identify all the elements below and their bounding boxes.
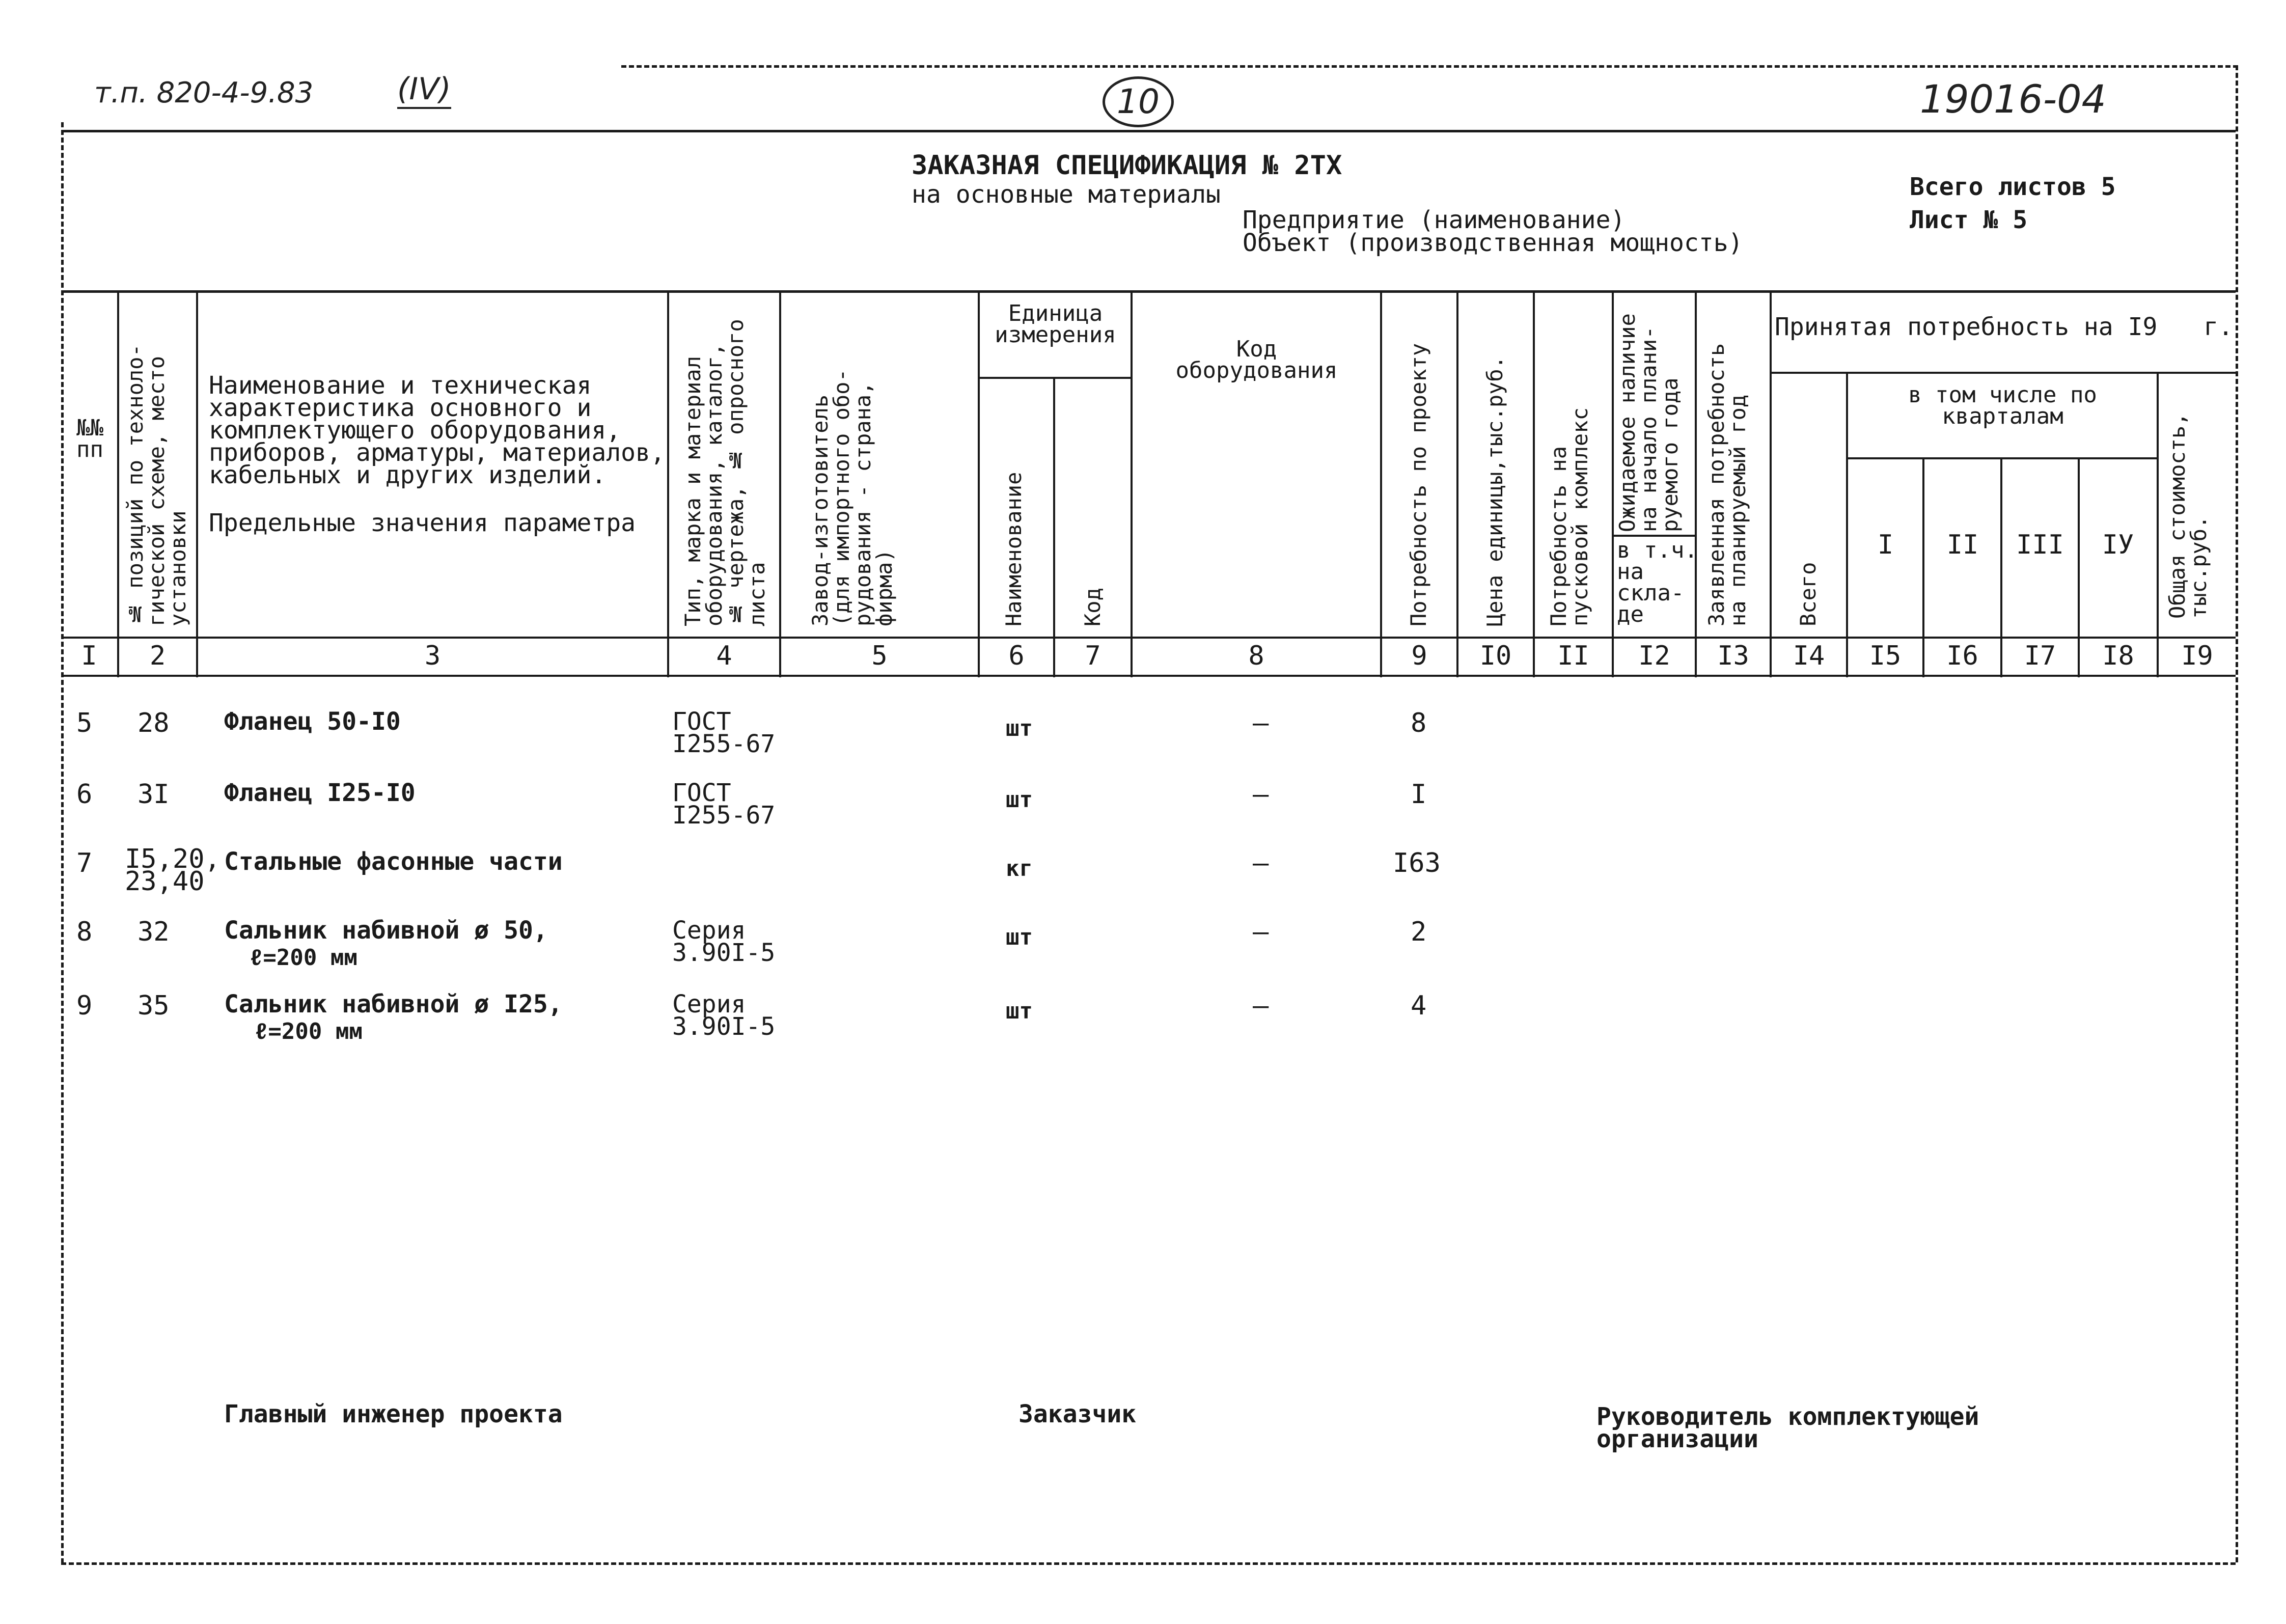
row-unit: шт (1006, 998, 1033, 1024)
header-startup: Потребность на пусковой комплекс (1546, 407, 1592, 626)
header-name: Наименование и техническая характеристика основного и комплектующего оборудования, приборов, арматуры, материалов, кабельных и других изделий. (209, 371, 665, 489)
col-sep-11 (1612, 290, 1614, 677)
header-manufacturer: Завод-изготовитель (для импортного обо- рудования - страна, фирма) (808, 369, 897, 626)
row-code: — (1253, 708, 1269, 738)
header-stock: в т.ч. на скла- де (1617, 537, 1698, 627)
col-sep-8 (1380, 290, 1382, 677)
row-type: ГОСТ I255-67 (672, 707, 776, 758)
sheet-number: Лист № 5 (1910, 206, 2028, 234)
row-unit: шт (1006, 715, 1033, 741)
row-name-length: ℓ=200 мм (255, 1019, 363, 1044)
col-sep-7 (1131, 290, 1133, 677)
row-position: 32 (137, 917, 170, 947)
header-accepted-year: г. (2204, 313, 2233, 341)
frame-right-line (2236, 65, 2238, 1562)
row-type: Серия 3.90I-5 (672, 916, 776, 967)
colnum-3: 3 (424, 641, 441, 671)
row-unit: шт (1006, 787, 1033, 813)
header-q1: I (1877, 530, 1894, 560)
colnum-2: 2 (149, 641, 166, 671)
row-position: 28 (137, 708, 170, 738)
frame-top-line (621, 65, 2238, 68)
colnum-15: I5 (1869, 641, 1902, 671)
header-price: Цена единицы,тыс.руб. (1482, 355, 1507, 626)
header-q3: III (2016, 530, 2064, 560)
row-type: ГОСТ I255-67 (672, 779, 776, 830)
colnum-18: I8 (2102, 641, 2134, 671)
header-expected: Ожидаемое наличие на начало плани- руемого года (1615, 313, 1683, 532)
page-number: 10 (1103, 76, 1174, 127)
colnum-8: 8 (1248, 641, 1264, 671)
row-name: Фланец 50-I0 (224, 707, 401, 736)
row-code: — (1253, 990, 1269, 1021)
col-sep-10 (1533, 290, 1535, 677)
header-type: Тип, марка и материал оборудования, каталог, № чертежа, № опросного листа (680, 319, 769, 626)
header-pp: №№ пп (76, 415, 103, 462)
row-qty: I63 (1393, 848, 1441, 878)
row-qty: 8 (1411, 708, 1427, 738)
table-top-line (61, 290, 2236, 293)
colnum-9: 9 (1411, 641, 1427, 671)
row-number: 9 (76, 990, 93, 1021)
colnum-17: I7 (2024, 641, 2056, 671)
header-unit-name: Наименование (1001, 472, 1026, 626)
frame-left-line (61, 122, 64, 1563)
row-position: 35 (137, 990, 170, 1021)
header-demand: Потребность по проекту (1406, 343, 1431, 626)
col-sep-3 (667, 290, 669, 677)
colnum-6: 6 (1008, 641, 1025, 671)
row-qty: I (1411, 779, 1427, 810)
colnum-12: I2 (1638, 641, 1670, 671)
header-position: № позиций по техноло- гической схеме, место установки (123, 344, 190, 626)
col-sep-2 (196, 290, 198, 677)
spec-title: ЗАКАЗНАЯ СПЕЦИФИКАЦИЯ № 2ТХ (912, 150, 1342, 181)
header-unit: Единица измерения (995, 300, 1116, 348)
header-q2: II (1946, 530, 1979, 560)
header-top-line (61, 130, 2236, 132)
row-number: 6 (76, 779, 93, 810)
enterprise-label: Предприятие (наименование) (1243, 206, 1626, 234)
colnum-top-line (61, 637, 2236, 639)
header-accepted (1775, 313, 2233, 341)
row-number: 7 (76, 848, 93, 878)
col-sep-4 (779, 290, 781, 677)
col-sep-1 (117, 290, 119, 677)
row-unit: кг (1006, 856, 1033, 882)
header-cost: Общая стоимость, тыс.руб. (2165, 412, 2211, 619)
spec-subtitle: на основные материалы (912, 180, 1221, 209)
c12-sub-line (1612, 535, 1695, 537)
header-limits: Предельные значения параметра (209, 509, 636, 537)
colnum-4: 4 (716, 641, 732, 671)
head-signature: Руководитель комплектующей организации (1596, 1402, 1979, 1453)
customer-signature: Заказчик (1018, 1400, 1137, 1428)
colnum-1: I (81, 641, 97, 671)
colnum-19: I9 (2181, 641, 2213, 671)
colnum-13: I3 (1717, 641, 1749, 671)
row-code: — (1253, 917, 1269, 947)
header-quarters: в том числе по кварталам (1908, 382, 2097, 429)
colnum-10: I0 (1479, 641, 1512, 671)
total-sheets: Всего листов 5 (1910, 173, 2116, 201)
header-total: Всего (1796, 562, 1821, 626)
colnum-bottom-line (61, 675, 2236, 677)
colnum-5: 5 (871, 641, 888, 671)
col-sep-14 (1846, 372, 1848, 677)
col-sep-13 (1770, 290, 1772, 677)
row-name: Сальник набивной ø 50, (224, 916, 548, 945)
row-unit: шт (1006, 924, 1033, 950)
col-sep-6 (1053, 377, 1055, 677)
frame-bottom-line (61, 1562, 2236, 1565)
doc-reference: т.п. 820-4-9.83 (94, 76, 314, 109)
album-number-value: IV (409, 71, 439, 107)
colnum-11: II (1557, 641, 1589, 671)
header-accepted-label: Принятая потребность на I9 (1775, 313, 2158, 341)
row-name: Фланец I25-I0 (224, 779, 416, 807)
archive-number: 19016-04 (1920, 76, 2106, 122)
header-declared: Заявленная потребность на планируемый год (1704, 343, 1750, 626)
row-name-length: ℓ=200 мм (250, 945, 357, 971)
row-code: — (1253, 779, 1269, 810)
col-sep-5 (978, 290, 980, 677)
row-name: Стальные фасонные части (224, 847, 563, 876)
chief-engineer-signature: Главный инженер проекта (224, 1400, 563, 1428)
colnum-16: I6 (1946, 641, 1978, 671)
row-position: 3I (137, 779, 170, 810)
col-sep-9 (1456, 290, 1458, 677)
row-qty: 2 (1411, 917, 1427, 947)
row-type: Серия 3.90I-5 (672, 990, 776, 1041)
header-unit-code: Код (1080, 588, 1105, 626)
header-equip-code: Код оборудования (1175, 336, 1338, 383)
row-qty: 4 (1411, 990, 1427, 1021)
row-code: — (1253, 848, 1269, 878)
row-name: Сальник набивной ø I25, (224, 990, 563, 1019)
col-sep-18 (2157, 372, 2159, 677)
colnum-14: I4 (1793, 641, 1825, 671)
row-number: 8 (76, 917, 93, 947)
object-label: Объект (производственная мощность) (1243, 229, 1743, 257)
accepted-sub-line (1770, 372, 2236, 374)
row-position: I5,20, 23,40 (125, 844, 221, 897)
album-number: (IV) (397, 71, 451, 109)
header-q4: IУ (2102, 530, 2134, 560)
colnum-7: 7 (1085, 641, 1101, 671)
row-number: 5 (76, 708, 93, 738)
